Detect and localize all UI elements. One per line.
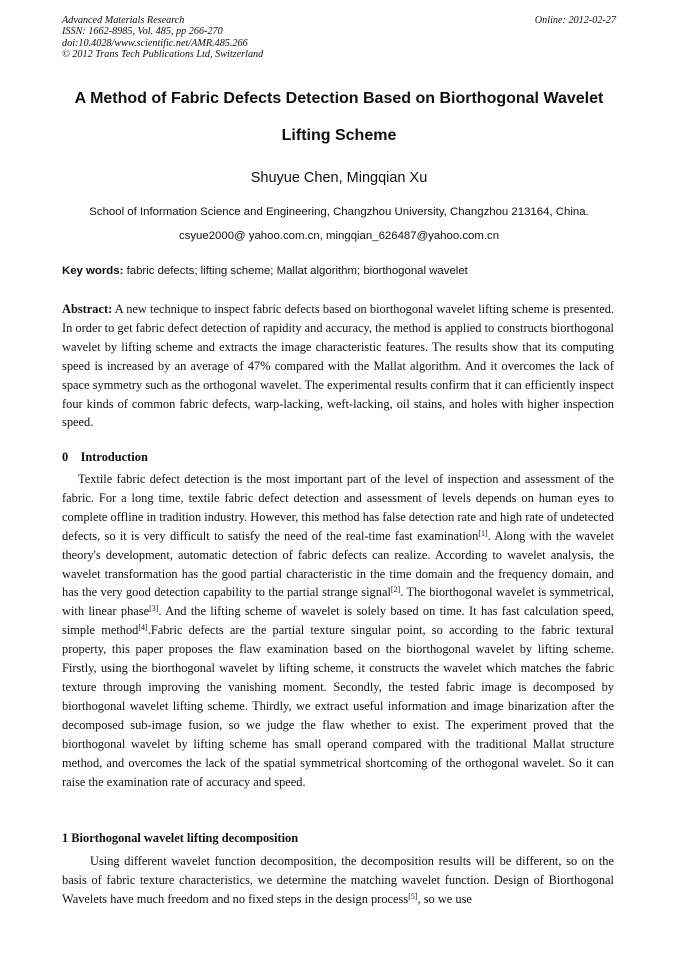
text-segment: . And the lifting scheme of wavelet is solely based on time. It has fast calculation speed, simple method (62, 604, 614, 638)
section-title: Introduction (80, 450, 148, 464)
paper-title-line-1: A Method of Fabric Defects Detection Based on Biorthogonal Wavelet (74, 90, 604, 107)
introduction-paragraph (62, 470, 614, 791)
issn-line: ISSN: 1662-8985, Vol. 485, pp 266-270 (62, 26, 223, 38)
section-number: 0 (62, 450, 69, 464)
section-heading-introduction (62, 450, 148, 465)
journal-header (62, 15, 616, 61)
online-date: Online: 2012-02-27 (534, 15, 616, 26)
authors: Shuyue Chen, Mingqian Xu (250, 170, 428, 186)
citation-ref: [1] (478, 528, 488, 538)
author-emails: csyue2000@ yahoo.com.cn, mingqian_626487@yahoo.com.cn (178, 230, 500, 242)
citation-ref: [4] (138, 623, 148, 633)
abstract (62, 300, 614, 432)
text-segment: . Along with the wavelet theory's development, automatic detection of fabric defects can realize. According to wavelet analysis, the wavelet transformation has the good partial characteristic in the time domain and the frequency domain, and has the very good detection capability to the partial strange signal (62, 528, 614, 600)
text-segment: , so we use (417, 891, 472, 906)
abstract-label: Abstract: (62, 302, 113, 316)
keywords-text: fabric defects; lifting scheme; Mallat algorithm; biorthogonal wavelet (123, 265, 468, 277)
text-segment: .Fabric defects are the partial texture singular point, so according to the fabric textural property, this paper proposes the flaw examination based on the biorthogonal wavelet by lifting scheme. Firstly, using the biorthogonal wavelet by lifting scheme, it constructs the wavelet which matches the fabric texture through improving the vanishing moment. Secondly, the tested fabric image is decomposed by biorthogonal wavelet lifting scheme. Thirdly, we extract useful information and image binarization after the decomposed sub-image fusion, so we judge the flaw whether to exist. The experiment proved that the biorthogonal wavelet by lifting scheme has small operand compared with the traditional Mallat structure method, and overcomes the lack of the spatial symmetrical shortcoming of the orthogonal wavelet. So it can raise the examination rate of accuracy and speed. (62, 623, 614, 789)
doi-line: doi:10.4028/www.scientific.net/AMR.485.266 (62, 37, 248, 49)
citation-ref: [2] (390, 585, 401, 595)
abstract-text: A new technique to inspect fabric defects based on biorthogonal wavelet lifting scheme is presented. In order to get fabric defect detection of rapidity and accuracy, the method is applied to constructs biorthogonal wavelet by lifting scheme and extracts the image characteristic features. The results show that its computing speed is increased by an average of 47% compared with the Mallat algorithm. And it overcomes the lack of space symmetry such as the orthogonal wavelet. The experimental results confirm that it can efficiently inspect four kinds of common fabric defects, warp-lacking, weft-lacking, oil stains, and holes with higher inspection speed. (62, 302, 614, 430)
affiliation: School of Information Science and Engineering, Changzhou University, Changzhou 213164, China. (89, 206, 589, 218)
text-segment: Using different wavelet function decomposition, the decomposition results will be different, so on the basis of fabric texture characteristics, we determine the matching wavelet function. Design of Biorthogonal Wavelets have much freedom and no fixed steps in the design process (62, 854, 614, 906)
section-heading-lifting-decomposition: 1 Biorthogonal wavelet lifting decomposition (62, 831, 299, 845)
journal-name: Advanced Materials Research (62, 15, 185, 26)
citation-ref: [3] (149, 604, 159, 614)
section1-paragraph (62, 852, 614, 909)
keywords-label: Key words: (62, 265, 124, 277)
citation-ref: [5] (408, 891, 418, 901)
paper-title-line-2: Lifting Scheme (281, 127, 397, 144)
keywords (62, 265, 616, 277)
text-segment: Textile fabric defect detection is the most important part of the level of inspection and assessment of the fabric. For a long time, textile fabric defect detection and assessment of levels depends on human eyes to complete offline in tradition industry. However, this method has false detection rate and high rate of undetected defects, so it is very difficult to satisfy the need of the real-time fast examination (62, 472, 614, 543)
text-segment: . The biorthogonal wavelet is symmetrical, with linear phase (62, 585, 614, 619)
copyright-line: © 2012 Trans Tech Publications Ltd, Switzerland (62, 49, 264, 61)
